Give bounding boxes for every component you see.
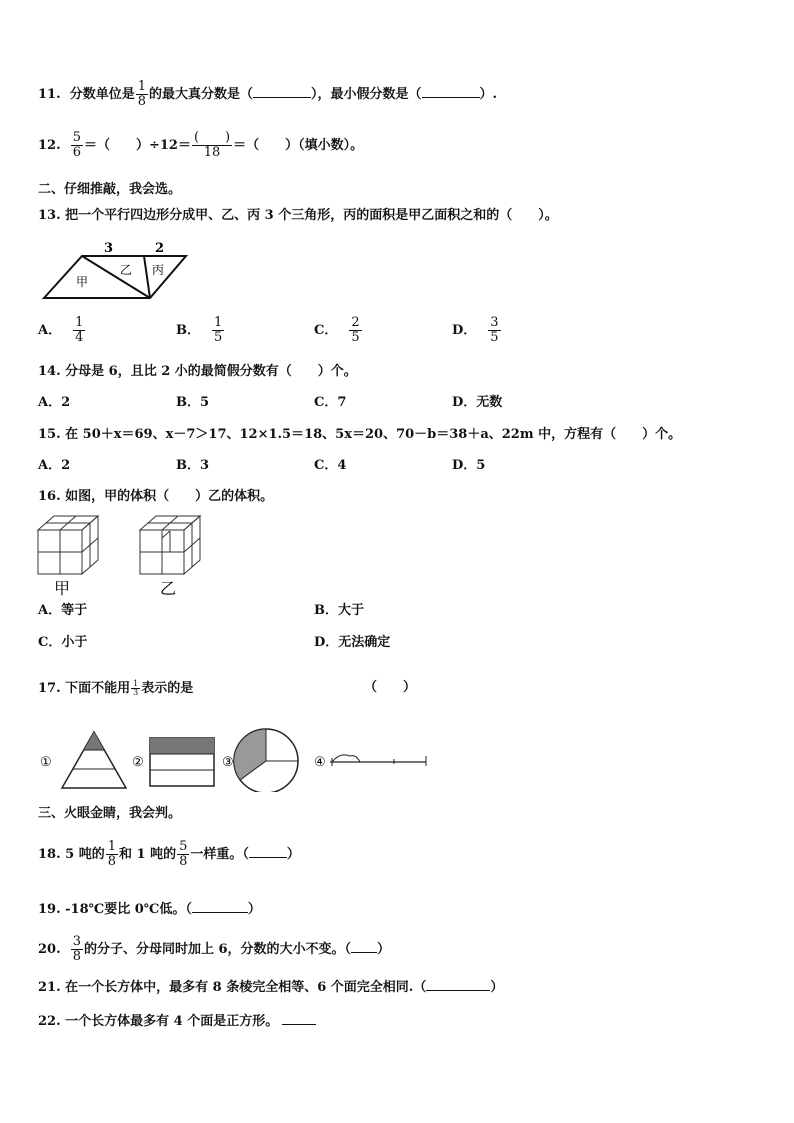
fraction: $\frac{3}{8}$ [72, 934, 81, 964]
mark-1: ① [40, 755, 52, 770]
parallelogram-figure [40, 238, 190, 302]
answer-paren[interactable]: （ ） [364, 680, 417, 695]
option-a[interactable]: A． $\frac{1}{4}$ [38, 315, 84, 345]
label-3: 3 [104, 241, 114, 256]
option-d[interactable]: D． $\frac{3}{5}$ [452, 315, 499, 345]
q12-text-b: ＝（ ）（填小数）。 [233, 138, 364, 153]
question-15: 15. 在 50＋x＝69、x－7＞17、12×1.5＝18、5x＝20、70－b＝38＋a、22m 中，方程有（ ）个。 [38, 427, 682, 442]
option-b[interactable]: B． $\frac{1}{5}$ [176, 315, 223, 345]
q11-text-b: 的最大真分数是（ [148, 87, 253, 102]
question-13: 13. 把一个平行四边形分成甲、乙、丙 3 个三角形，丙的面积是甲乙面积之和的（ ）。 [38, 208, 558, 223]
section-3-heading: 三、火眼金睛，我会判。 [38, 806, 182, 821]
fraction: $\frac{5}{8}$ [179, 839, 188, 869]
answer-blank[interactable] [192, 900, 248, 913]
question-22 [38, 1012, 316, 1030]
question-21 [38, 978, 503, 996]
mark-4: ④ [314, 755, 326, 770]
fraction: $\frac{1}{8}$ [107, 839, 116, 869]
question-14: 14. 分母是 6，且比 2 小的最简假分数有（ ）个。 [38, 364, 357, 379]
option-b[interactable]: B．3 [176, 458, 210, 473]
q12-text-a: ＝（ ）÷12＝ [83, 138, 191, 153]
question-18 [38, 840, 300, 869]
option-c[interactable]: C．7 [314, 395, 347, 410]
q19-text-b: ） [247, 902, 261, 917]
option-a[interactable]: A．2 [38, 458, 71, 473]
q-number: 12. [38, 138, 61, 153]
label-jia: 甲 [76, 275, 89, 289]
fraction: $\frac{1}{8}$ [137, 79, 146, 109]
mark-2: ② [132, 755, 144, 770]
option-b[interactable]: B．5 [176, 395, 210, 410]
answer-blank[interactable] [282, 1012, 316, 1025]
question-17 [38, 680, 193, 697]
option-b[interactable]: B．大于 [314, 603, 364, 618]
option-c[interactable]: C．小于 [38, 635, 88, 650]
fraction: $\frac{( )}{18}$ [193, 130, 231, 160]
q18-text-b: 和 1 吨的 [119, 847, 177, 862]
q19-text-a: 19. -18℃要比 0℃低。（ [38, 902, 192, 917]
q11-text-d: ）. [479, 87, 498, 102]
answer-blank[interactable] [249, 845, 287, 858]
q11-text-a: 分数单位是 [69, 87, 135, 102]
option-a[interactable]: A．等于 [38, 603, 88, 618]
answer-blank[interactable] [426, 978, 490, 991]
answer-blank[interactable] [351, 940, 377, 953]
q21-text-a: 21. 在一个长方体中，最多有 8 条棱完全相等、6 个面完全相同.（ [38, 980, 427, 995]
label-yi: 乙 [160, 579, 177, 598]
fraction: $\frac{1}{3}$ [133, 679, 139, 697]
q22-text-a: 22. 一个长方体最多有 4 个面是正方形。 [38, 1014, 279, 1029]
option-a[interactable]: A．2 [38, 395, 71, 410]
label-bing: 丙 [152, 263, 165, 277]
option-d[interactable]: D．5 [452, 458, 486, 473]
q20-text-c: ） [377, 942, 391, 957]
q17-text-a: 17. 下面不能用 [38, 681, 131, 696]
question-20 [38, 935, 390, 964]
q21-text-b: ） [490, 980, 504, 995]
option-d[interactable]: D．无数 [452, 395, 503, 410]
question-11 [38, 80, 497, 109]
question-12 [38, 131, 363, 160]
q18-text-d: ） [286, 847, 300, 862]
label-2: 2 [155, 241, 165, 256]
mark-3: ③ [222, 755, 234, 770]
question-16: 16. 如图，甲的体积（ ）乙的体积。 [38, 489, 274, 504]
q11-text-c: ），最小假分数是（ [311, 87, 422, 102]
q18-text-a: 18. 5 吨的 [38, 847, 105, 862]
q17-figures [36, 726, 436, 792]
option-c[interactable]: C． $\frac{2}{5}$ [314, 315, 360, 345]
option-c[interactable]: C．4 [314, 458, 347, 473]
q20-text-a: 20. [38, 942, 61, 957]
q20-text-b: 的分子、分母同时加上 6，分数的大小不变。（ [83, 942, 352, 957]
q18-text-c: 一样重。（ [190, 847, 249, 862]
answer-blank[interactable] [253, 85, 311, 98]
cube-figures [36, 512, 216, 598]
answer-blank[interactable] [422, 85, 480, 98]
fraction: $\frac{5}{6}$ [72, 130, 81, 160]
q-number: 11. [38, 87, 61, 102]
label-yi: 乙 [120, 263, 133, 277]
label-jia: 甲 [54, 579, 71, 598]
section-2-heading: 二、仔细推敲，我会选。 [38, 182, 182, 197]
q17-text-b: 表示的是 [141, 681, 194, 696]
option-d[interactable]: D．无法确定 [314, 635, 391, 650]
question-19 [38, 900, 261, 918]
